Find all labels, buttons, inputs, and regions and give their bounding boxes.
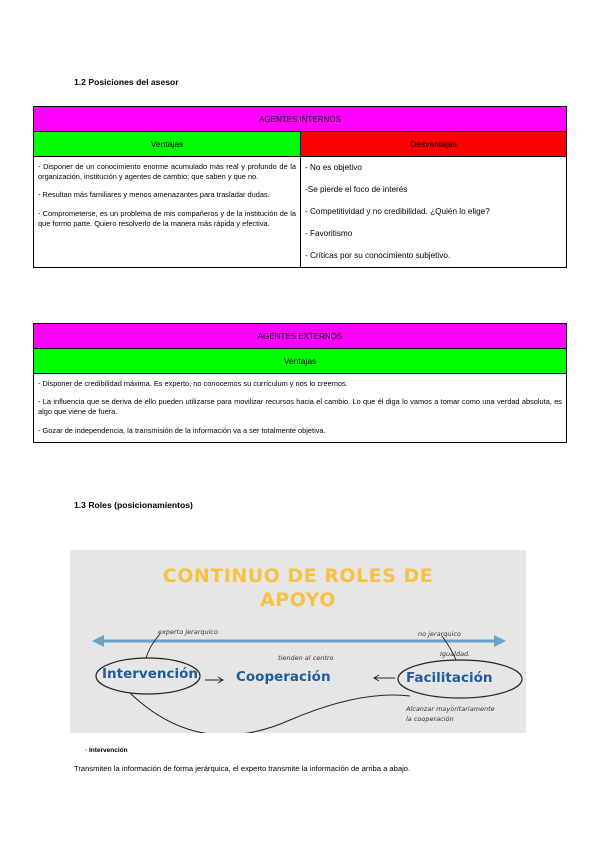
list-item: - Comprometerse, es un problema de mis compañeros y de la institución de la que formo parte. Quiero resolverlo de la manera más rápida y efectiva. xyxy=(38,208,296,228)
cut-text-intervencion: · Intervención xyxy=(85,747,128,754)
header-ventajas-internos: Ventajas xyxy=(34,132,301,157)
list-item: - La influencia que se deriva de ello pueden utilizarse para movilizar recursos hacia el cambio. Lo que él diga lo vamos a tomar como una verdad absoluta, es algo que viene de fuera. xyxy=(38,397,562,417)
list-item: - Competitividad y no credibilidad. ¿Quién lo elige? xyxy=(305,207,490,216)
note-igualdad: Igualdad. xyxy=(440,650,471,658)
list-item: - Gozar de independencia, la transmisión de la información va a ser totalmente objetiva. xyxy=(38,425,326,435)
cell-ventajas-externos xyxy=(34,374,567,443)
list-item: - Favoritismo xyxy=(305,229,353,238)
header-desventajas-internos: Desventajas xyxy=(301,132,567,157)
cell-desventajas-internos xyxy=(301,157,567,268)
list-item: - Disponer de un conocimiento enorme acumulado más real y profundo de la organización, institución y agentes de cambio; que saben y que no. xyxy=(38,162,296,182)
cell-ventajas-internos xyxy=(34,157,301,268)
list-item: - Disponer de credibilidad máxima. Es experto, no conocemos su currículum y nos lo creemos. xyxy=(38,379,348,388)
note-alcanzar-2: la cooperación xyxy=(406,715,454,723)
role-cooperacion: Cooperación xyxy=(236,669,331,685)
diagram-bottom-strip xyxy=(70,733,526,753)
role-intervencion: Intervención xyxy=(102,666,198,682)
diagram-title: CONTINUO DE ROLES DE APOYO xyxy=(162,565,434,611)
note-alcanzar-1: Alcanzar mayoritariamente xyxy=(406,705,495,713)
note-tienden: tienden al centro xyxy=(278,654,334,662)
arrow-left-head xyxy=(92,635,104,647)
role-facilitacion: Facilitación xyxy=(406,670,493,686)
section-heading-roles: 1.3 Roles (posicionamientos) xyxy=(74,500,193,510)
note-no-jerarquico: no jerarquico xyxy=(418,630,461,638)
roles-diagram-image xyxy=(70,550,526,753)
note-experto: experto jerarquico xyxy=(158,628,218,636)
arrow-right-head xyxy=(494,635,506,647)
table-title-internos: AGENTES INTERNOS xyxy=(34,107,567,132)
antagonicos-curve xyxy=(130,693,410,735)
list-item: - Críticas por su conocimiento subjetivo. xyxy=(305,251,451,260)
list-item: - Resultan más familiares y menos amenazantes para trasladar dudas. xyxy=(38,190,270,200)
table-title-externos: AGENTES EXTERNOS xyxy=(34,324,567,349)
table-agentes-internos xyxy=(33,106,567,268)
section-heading-posiciones: 1.2 Posiciones del asesor xyxy=(74,77,179,87)
table-agentes-externos xyxy=(33,323,567,443)
caption-text: Transmiten la información de forma jerárquica, el experto transmite la información de arriba a abajo. xyxy=(74,764,411,773)
header-ventajas-externos: Ventajas xyxy=(34,349,567,374)
list-item: -Se pierde el foco de interés xyxy=(305,185,408,194)
list-item: - No es objetivo xyxy=(305,163,362,172)
